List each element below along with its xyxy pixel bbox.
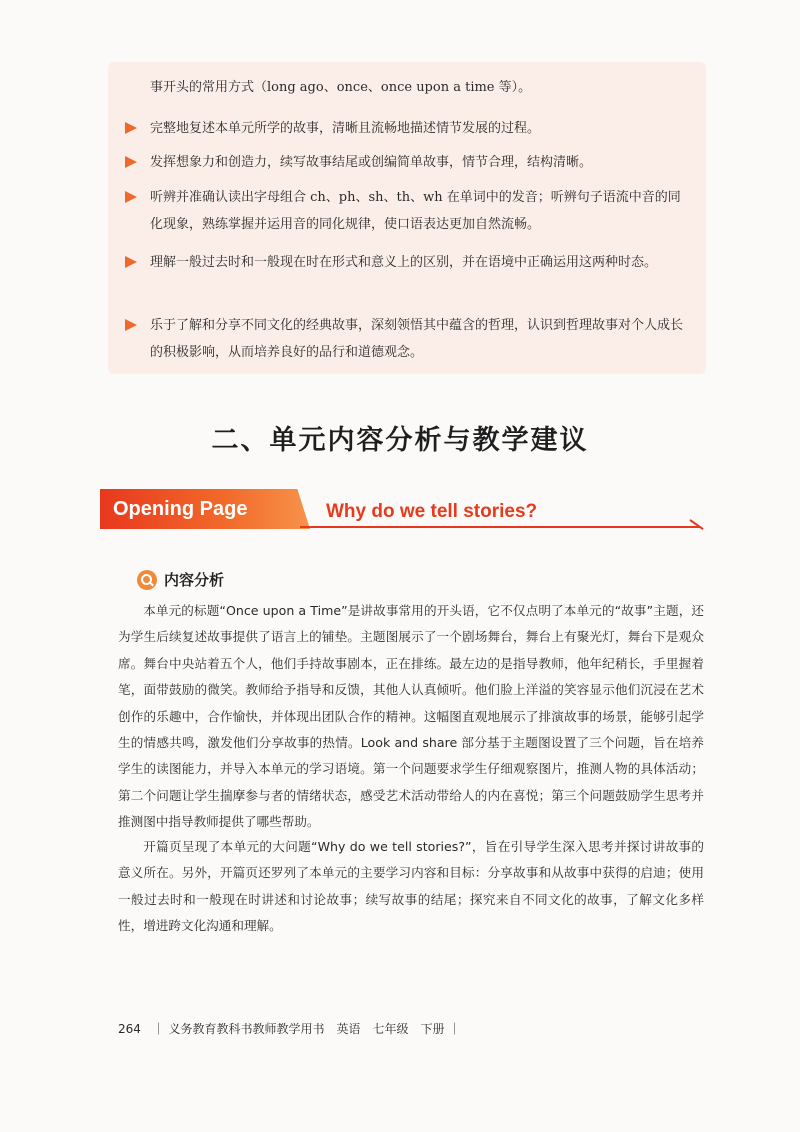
goal-item: 听辨并准确认读出字母组合 ch、ph、sh、th、wh 在单词中的发音；听辨句子语流中音的同化现象，熟练掌握并运用音的同化规律，使口语表达更加自然流畅。 (125, 184, 690, 238)
goal-continuation: 事开头的常用方式（long ago、once、once upon a time 等）。 (150, 80, 532, 95)
section-title: 二、单元内容分析与教学建议 (211, 425, 589, 456)
goal-item: 理解一般过去时和一般现在时在形式和意义上的区别，并在语境中正确运用这两种时态。 (125, 249, 690, 276)
arrow-bullet-icon (125, 319, 137, 331)
big-question: Why do we tell stories? (326, 501, 538, 522)
goal-item: 乐于了解和分享不同文化的经典故事，深刻领悟其中蕴含的哲理，认识到哲理故事对个人成长的积极影响，从而培养良好的品行和道德观念。 (125, 312, 690, 366)
banner-label: Opening Page (113, 498, 248, 520)
analysis-paragraph: 本单元的标题“Once upon a Time”是讲故事常用的开头语，它不仅点明了本单元的“故事”主题，还为学生后续复述故事提供了语言上的铺垫。主题图展示了一个剧场舞台，舞台上有聚光灯，舞台下是观众席。舞台中央站着五个人，他们手持故事剧本，正在排练。最左边的是指导教师，他年纪稍长，手里握着笔，面带鼓励的微笑。教师给予指导和反馈，其他人认真倾听。他们脸上洋溢的笑容显示他们沉浸在艺术创作的乐趣中，合作愉快，并体现出团队合作的精神。这幅图直观地展示了排演故事的场景，能够引起学生的情感共鸣，激发他们分享故事的热情。Look and share 部分基于主题图设置了三个问题，旨在培养学生的读图能力，并导入本单元的学习语境。第一个问题要求学生仔细观察图片，推测人物的具体活动；第二个问题让学生揣摩参与者的情绪状态，感受艺术活动带给人的内在喜悦；第三个问题鼓励学生思考并推测图中指导教师提供了哪些帮助。 (118, 603, 704, 830)
book-info: ｜ 义务教育教科书教师教学用书 英语 七年级 下册 ｜ (152, 1022, 461, 1036)
analysis-heading: 内容分析 (164, 571, 225, 589)
arrow-bullet-icon (125, 256, 137, 268)
analysis-paragraph: 开篇页呈现了本单元的大问题“Why do we tell stories?”，旨在引导学生深入思考并探讨讲故事的意义所在。另外，开篇页还罗列了本单元的主要学习内容和目标：分享故事和从故事中获得的启迪；使用一般过去时和一般现在时讲述和讨论故事；续写故事的结尾；探究来自不同文化的故事，了解文化多样性，增进跨文化沟通和理解。 (118, 839, 704, 934)
banner-underline (300, 526, 700, 528)
page-footer (118, 1020, 460, 1037)
goal-item: 完整地复述本单元所学的故事，清晰且流畅地描述情节发展的过程。 (125, 115, 690, 142)
page-number: 264 (118, 1022, 141, 1036)
banner-underline-tip (689, 519, 703, 530)
arrow-bullet-icon (125, 191, 137, 203)
arrow-bullet-icon (125, 156, 137, 168)
magnifier-icon (137, 570, 157, 590)
arrow-bullet-icon (125, 122, 137, 134)
goal-item: 发挥想象力和创造力，续写故事结尾或创编简单故事，情节合理，结构清晰。 (125, 149, 690, 176)
